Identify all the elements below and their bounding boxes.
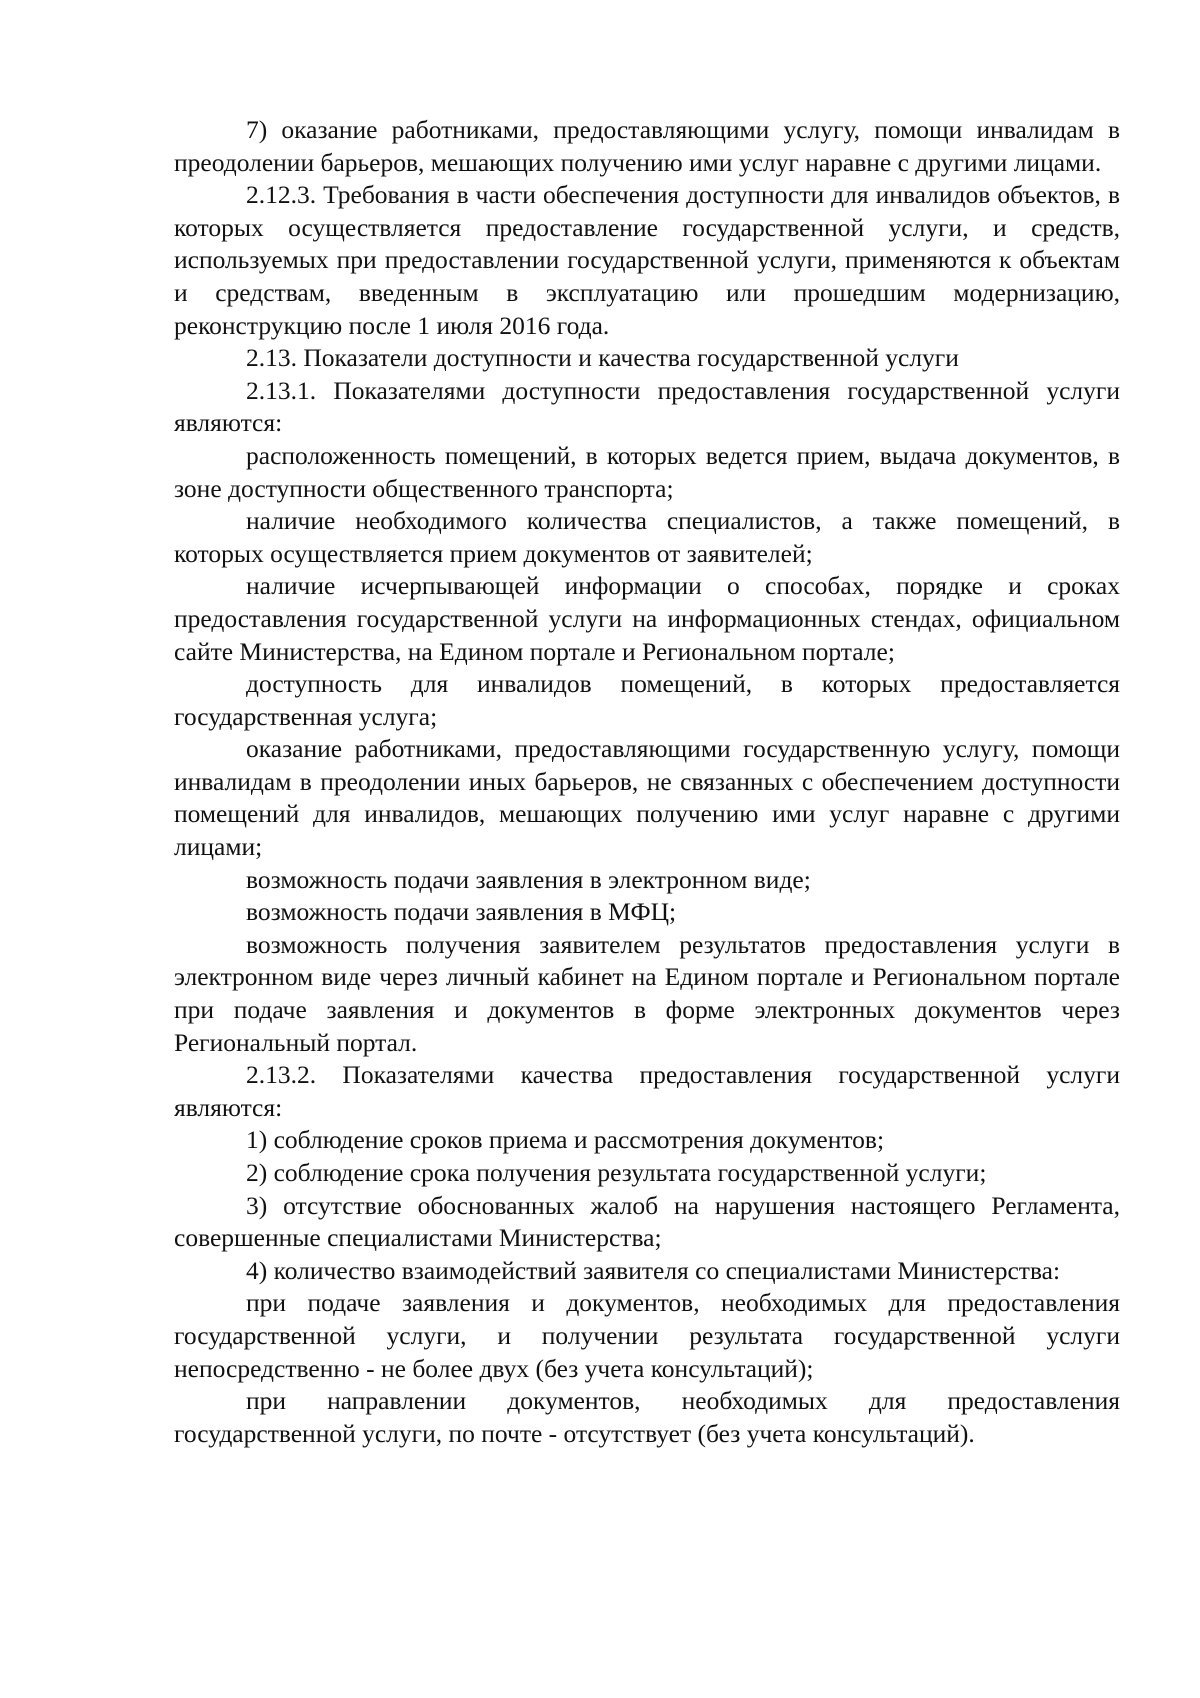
paragraph-2-13-1-accessibility: 2.13.1. Показателями доступности предоставления государственной услуги являются: xyxy=(174,375,1120,438)
paragraph-staff-assistance: оказание работниками, предоставляющими государственную услугу, помощи инвалидам в преодолении иных барьеров, не связанных с обеспечением доступности помещений для инвалидов, мешающих получению ими услуг наравне с другими лицами; xyxy=(174,734,1120,862)
paragraph-location: расположенность помещений, в которых ведется прием, выдача документов, в зоне доступности общественного транспорта; xyxy=(174,440,1120,503)
paragraph-2-13-2-quality: 2.13.2. Показателями качества предоставления государственной услуги являются: xyxy=(174,1060,1120,1122)
paragraph-in-person-submission: при подаче заявления и документов, необходимых для предоставления государственной услуги, и получении результата государственной услуги непосредственно - не более двух (без учета консультаций); xyxy=(174,1288,1120,1383)
paragraph-quality-item-1: 1) соблюдение сроков приема и рассмотрения документов; xyxy=(246,1125,885,1155)
paragraph-information: наличие исчерпывающей информации о способах, порядке и сроках предоставления государственной услуги на информационных стендах, официальном сайте Министерства, на Едином портале и Региональном портале; xyxy=(174,571,1120,666)
paragraph-electronic-results: возможность получения заявителем результатов предоставления услуги в электронном виде через личный кабинет на Едином портале и Региональном портале при подаче заявления и документов в форме электронных документов через Региональный портал. xyxy=(174,929,1120,1057)
document-page xyxy=(174,114,1120,1450)
paragraph-postal-submission: при направлении документов, необходимых для предоставления государственной услуги, по почте - отсутствует (без учета консультаций). xyxy=(174,1386,1120,1448)
paragraph-quality-item-2: 2) соблюдение срока получения результата государственной услуги; xyxy=(246,1158,987,1187)
paragraph-2-12-3-requirements: 2.12.3. Требования в части обеспечения доступности для инвалидов объектов, в которых осуществляется предоставление государственной услуги, и средств, используемых при предоставлении государственной услуги, применяются к объектам и средствам, введенным в эксплуатацию или прошедшим модернизацию, реконструкцию после 1 июля 2016 года. xyxy=(174,180,1120,340)
paragraph-electronic-application: возможность подачи заявления в электронном виде; xyxy=(246,864,811,894)
paragraph-quality-item-3: 3) отсутствие обоснованных жалоб на нарушения настоящего Регламента, совершенные специалистами Министерства; xyxy=(174,1190,1120,1253)
paragraph-mfc-application: возможность подачи заявления в МФЦ; xyxy=(246,897,677,927)
paragraph-quality-item-4: 4) количество взаимодействий заявителя со специалистами Министерства: xyxy=(246,1255,1061,1285)
paragraph-item-7-assistance: 7) оказание работниками, предоставляющими услугу, помощи инвалидам в преодолении барьеров, мешающих получению ими услуг наравне с другими лицами. xyxy=(174,115,1120,177)
paragraph-2-13-heading: 2.13. Показатели доступности и качества государственной услуги xyxy=(246,343,959,373)
paragraph-disabled-access: доступность для инвалидов помещений, в которых предоставляется государственная услуга; xyxy=(174,669,1120,731)
paragraph-specialists: наличие необходимого количества специалистов, а также помещений, в которых осуществляется прием документов от заявителей; xyxy=(174,506,1120,568)
